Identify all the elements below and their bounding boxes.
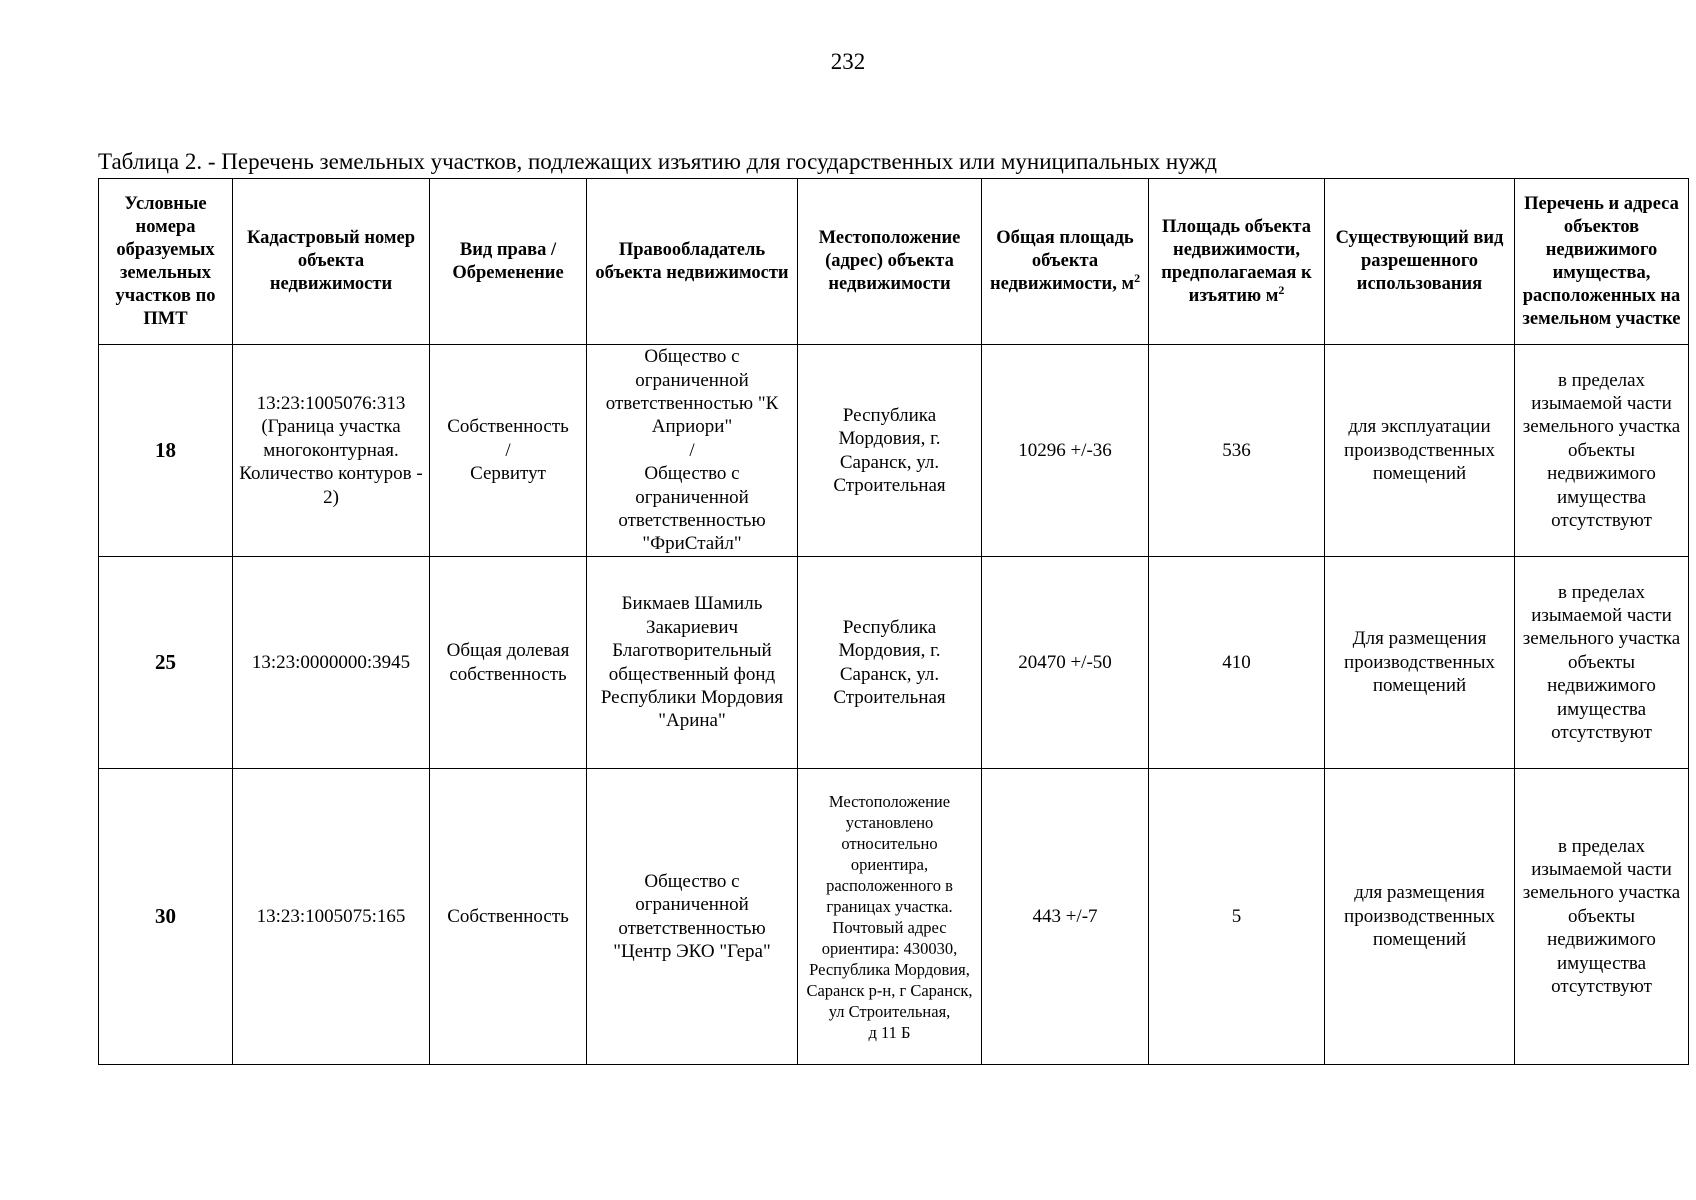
cell-seized-area: 5 — [1149, 769, 1325, 1065]
page-number: 232 — [830, 49, 866, 74]
cell-owner: Бикмаев Шамиль Закариевич Благотворительный общественный фонд Республики Мордовия "Арина" — [587, 557, 798, 769]
land-plots-table — [98, 178, 1689, 1065]
cell-owner: Общество с ограниченной ответственностью "К Априори" / Общество с ограниченной ответственностью "ФриСтайл" — [587, 345, 798, 557]
cell-permitted-use: Для размещения производственных помещений — [1325, 557, 1515, 769]
cell-right-type: Собственность / Сервитут — [430, 345, 587, 557]
cell-permitted-use: для размещения производственных помещений — [1325, 769, 1515, 1065]
cell-total-area: 20470 +/-50 — [982, 557, 1149, 769]
header-cadastral-number: Кадастровый номер объекта недвижимости — [233, 179, 430, 345]
cell-plot-number: 18 — [99, 345, 233, 557]
cell-right-type: Собственность — [430, 769, 587, 1065]
cell-real-estate-objects: в пределах изымаемой части земельного участка объекты недвижимого имущества отсутствуют — [1515, 769, 1689, 1065]
cell-real-estate-objects: в пределах изымаемой части земельного участка объекты недвижимого имущества отсутствуют — [1515, 557, 1689, 769]
table-header-row — [99, 179, 1689, 345]
header-owner: Правообладатель объекта недвижимости — [587, 179, 798, 345]
header-location: Местоположение (адрес) объекта недвижимости — [798, 179, 982, 345]
cell-plot-number: 25 — [99, 557, 233, 769]
table-row — [99, 345, 1689, 557]
header-seized-area: Площадь объекта недвижимости, предполагаемая к изъятию $м^2$ — [1149, 179, 1325, 345]
header-total-area: Общая площадь объекта недвижимости, $м^2$ — [982, 179, 1149, 345]
cell-cadastral-number: 13:23:1005076:313 (Граница участка многоконтурная. Количество контуров - 2) — [233, 345, 430, 557]
table-row — [99, 557, 1689, 769]
table-caption: Таблица 2. - Перечень земельных участков, подлежащих изъятию для государственных или муниципальных нужд — [98, 149, 1217, 174]
cell-cadastral-number: 13:23:0000000:3945 — [233, 557, 430, 769]
cell-total-area: 443 +/-7 — [982, 769, 1149, 1065]
header-permitted-use: Существующий вид разрешенного использования — [1325, 179, 1515, 345]
cell-plot-number: 30 — [99, 769, 233, 1065]
table-row — [99, 769, 1689, 1065]
header-right-type: Вид права / Обременение — [430, 179, 587, 345]
cell-location: Местоположение установлено относительно ориентира, расположенного в границах участка. Почтовый адрес ориентира: 430030, Республика Мордовия, Саранск р-н, г Саранск, ул Строительная, д 11 Б — [798, 769, 982, 1065]
cell-permitted-use: для эксплуатации производственных помещений — [1325, 345, 1515, 557]
cell-real-estate-objects: в пределах изымаемой части земельного участка объекты недвижимого имущества отсутствуют — [1515, 345, 1689, 557]
cell-cadastral-number: 13:23:1005075:165 — [233, 769, 430, 1065]
cell-seized-area: 410 — [1149, 557, 1325, 769]
cell-seized-area: 536 — [1149, 345, 1325, 557]
cell-location: Республика Мордовия, г. Саранск, ул. Строительная — [798, 345, 982, 557]
cell-right-type: Общая долевая собственность — [430, 557, 587, 769]
cell-location: Республика Мордовия, г. Саранск, ул. Строительная — [798, 557, 982, 769]
cell-total-area: 10296 +/-36 — [982, 345, 1149, 557]
cell-owner: Общество с ограниченной ответственностью "Центр ЭКО "Гера" — [587, 769, 798, 1065]
header-plot-number: Условные номера образуемых земельных участков по ПМТ — [99, 179, 233, 345]
header-real-estate-objects: Перечень и адреса объектов недвижимого имущества, расположенных на земельном участке — [1515, 179, 1689, 345]
